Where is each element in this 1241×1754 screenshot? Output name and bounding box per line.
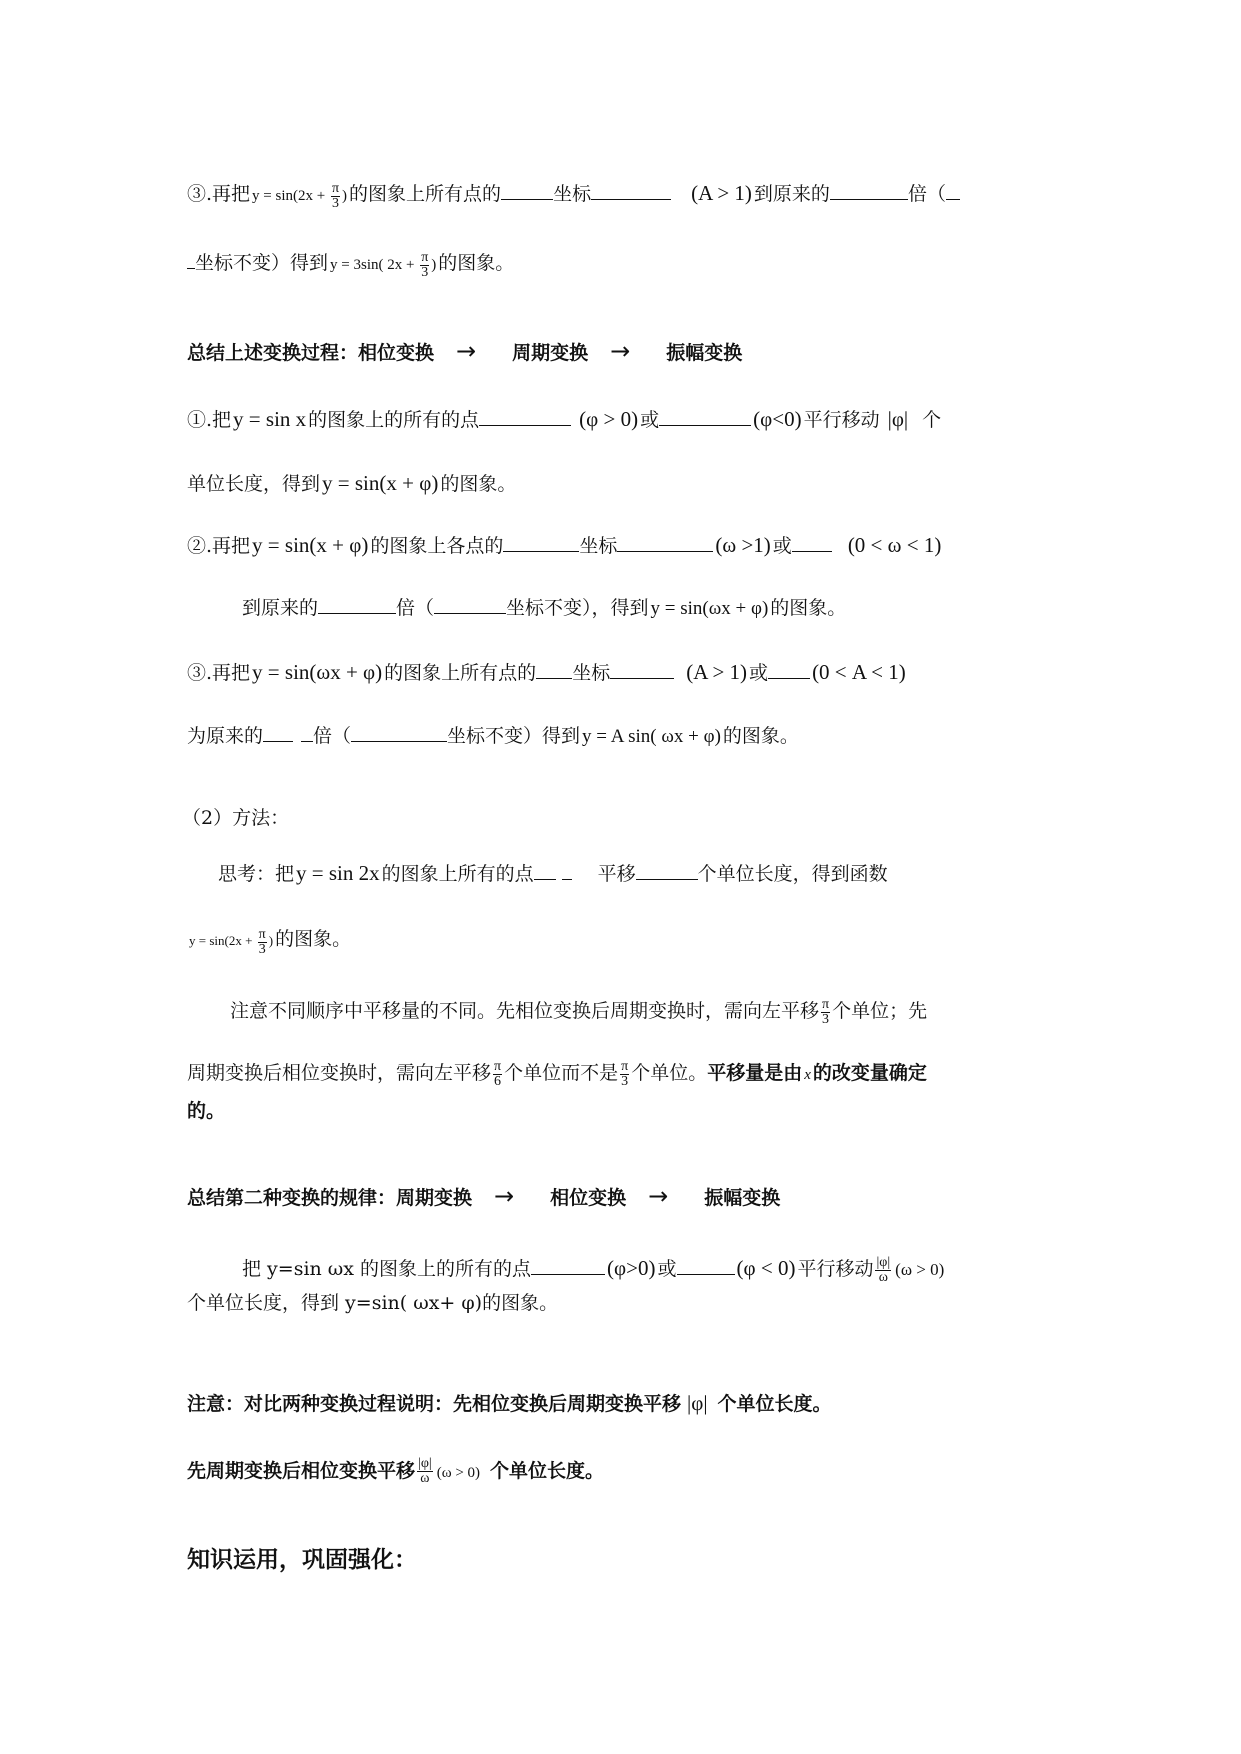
method-line2: y = sin(2x + $\frac{\pi}{3}$ ) 的图象。 bbox=[189, 926, 352, 957]
note-line1: 注意不同顺序中平移量的不同。先相位变换后周期变换时，需向左平移 $\frac{\pi}{3}$ 个单位；先 bbox=[230, 996, 928, 1027]
s2-line6: 为原来的 倍（ 坐标不变）得到 y = A sin( ωx + φ) 的图象。 bbox=[187, 725, 799, 747]
math-formula: y = sin(2x + $\frac{\pi}{3}$ ) bbox=[252, 181, 348, 212]
s3-line2: 个单位长度，得到 y=sin( ωx+ φ)的图象。 bbox=[187, 1292, 559, 1314]
fill-blank[interactable] bbox=[434, 595, 506, 614]
fill-blank[interactable] bbox=[792, 533, 832, 552]
method-heading: （2）方法： bbox=[182, 807, 290, 829]
section-heading: 知识运用，巩固强化： bbox=[187, 1547, 417, 1573]
summary-heading-1: 总结上述变换过程：相位变换 → 周期变换 → 振幅变换 bbox=[187, 337, 743, 365]
fill-blank[interactable] bbox=[318, 595, 396, 614]
summary-heading-2: 总结第二种变换的规律：周期变换 → 相位变换 → 振幅变换 bbox=[187, 1182, 781, 1210]
attention-line2: 先周期变换后相位变换平移 $\frac{|\varphi|}{\omega}$ (ω > 0) 个单位长度。 bbox=[187, 1456, 605, 1486]
fill-blank[interactable] bbox=[677, 1256, 735, 1275]
fill-blank[interactable] bbox=[351, 723, 447, 742]
arrow-right-icon: → bbox=[494, 1182, 515, 1210]
note-line2: 周期变换后相位变换时，需向左平移 $\frac{\pi}{6}$ 个单位而不是 $\frac{\pi}{3}$ 个单位。平移量是由 x 的改变量确定 bbox=[187, 1058, 927, 1089]
fill-blank[interactable] bbox=[501, 181, 553, 200]
fill-blank[interactable] bbox=[768, 660, 810, 679]
math-condition: (A > 1) bbox=[691, 181, 752, 205]
note-line3: 的。 bbox=[187, 1100, 226, 1122]
attention-line1: 注意：对比两种变换过程说明：先相位变换后周期变换平移 |φ| 个单位长度。 bbox=[187, 1391, 832, 1415]
s2-line1: ①.把y = sin x 的图象上的所有的点 (φ > 0) 或 (φ<0) 平行移动 |φ| 个 bbox=[187, 407, 942, 431]
arrow-right-icon: → bbox=[456, 337, 477, 365]
fill-blank[interactable] bbox=[534, 861, 556, 880]
fill-blank[interactable] bbox=[479, 407, 571, 426]
fill-blank[interactable] bbox=[830, 181, 908, 200]
fill-blank[interactable] bbox=[617, 533, 713, 552]
fill-blank[interactable] bbox=[636, 861, 698, 880]
s2-line4: 到原来的 倍（ 坐标不变），得到 y = sin(ωx + φ) 的图象。 bbox=[242, 597, 847, 619]
fill-blank[interactable] bbox=[562, 861, 572, 880]
arrow-right-icon: → bbox=[648, 1182, 669, 1210]
method-line1: 思考：把y = sin 2x 的图象上所有的点 平移 个单位长度，得到函数 bbox=[218, 861, 888, 885]
fill-blank[interactable] bbox=[946, 181, 960, 200]
s2-line2: 单位长度，得到y = sin(x + φ) 的图象。 bbox=[187, 471, 517, 495]
step3-line2: 坐标不变）得到 y = 3sin( 2x + $\frac{\pi}{3}$ ) 的图象。 bbox=[187, 248, 514, 280]
s2-line5: ③.再把y = sin(ωx + φ) 的图象上所有点的 坐标 (A > 1) 或 (0 < A < 1) bbox=[187, 660, 906, 684]
s3-line1: 把 y=sin ωx 的图象上的所有的点 (φ>0) 或 (φ < 0) 平行移动 $\frac{|\varphi|}{\omega}$ (ω > 0) bbox=[242, 1254, 945, 1285]
fill-blank[interactable] bbox=[531, 1256, 605, 1275]
fill-blank[interactable] bbox=[187, 250, 195, 269]
fill-blank[interactable] bbox=[503, 533, 579, 552]
fill-blank[interactable] bbox=[659, 407, 751, 426]
fill-blank[interactable] bbox=[263, 723, 293, 742]
fill-blank[interactable] bbox=[591, 181, 671, 200]
math-formula: y = 3sin( 2x + $\frac{\pi}{3}$ ) bbox=[330, 250, 437, 281]
fill-blank[interactable] bbox=[301, 723, 313, 742]
arrow-right-icon: → bbox=[610, 337, 631, 365]
step3-line1: ③.再把 y = sin(2x + $\frac{\pi}{3}$ ) 的图象上所有点的 坐标 (A > 1) 到原来的 倍（ bbox=[187, 178, 960, 211]
s2-line3: ②.再把y = sin(x + φ) 的图象上各点的 坐标 (ω >1) 或 (0 < ω < 1) bbox=[187, 533, 942, 557]
fill-blank[interactable] bbox=[536, 660, 572, 679]
fill-blank[interactable] bbox=[610, 660, 674, 679]
